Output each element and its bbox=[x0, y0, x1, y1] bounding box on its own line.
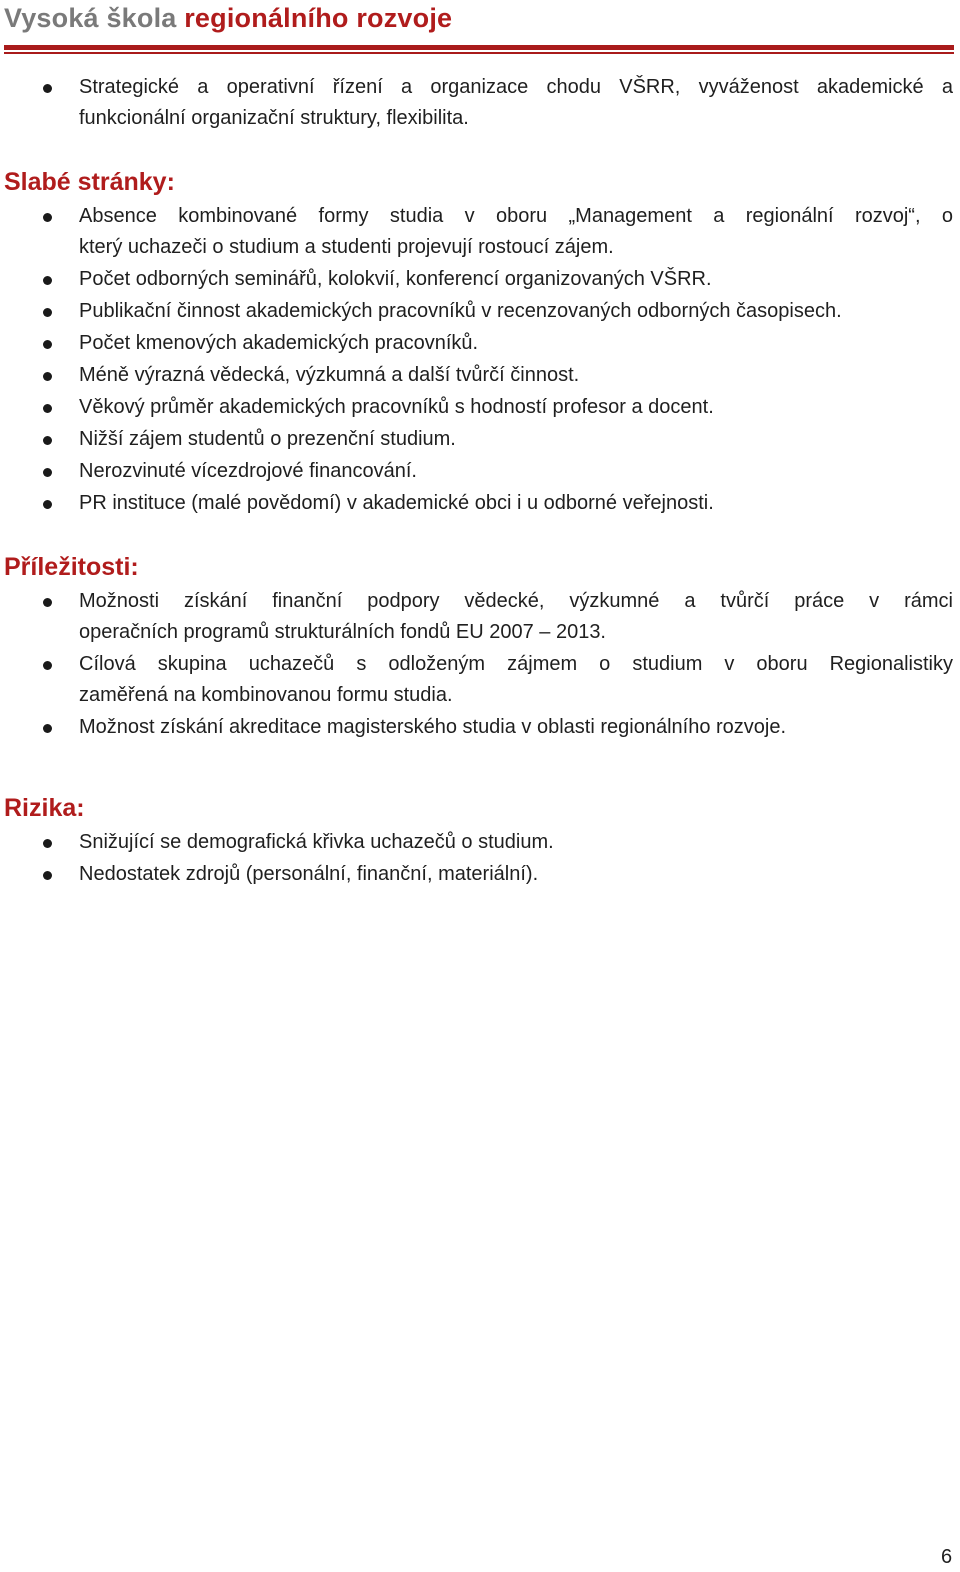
list-item-line: operačních programů strukturálních fondů EU 2007 – 2013. bbox=[79, 621, 606, 643]
page-header bbox=[4, 0, 954, 36]
list-item-text: Počet odborných seminářů, kolokvií, konferencí organizovaných VŠRR. bbox=[79, 268, 712, 290]
list-item-text: Nedostatek zdrojů (personální, finanční, materiální). bbox=[79, 863, 539, 885]
bullet-icon bbox=[43, 84, 52, 93]
bullet-icon bbox=[43, 468, 52, 477]
bullet-icon bbox=[43, 598, 52, 607]
section-heading-weaknesses: Slabé stránky: bbox=[4, 168, 175, 196]
section-heading-opportunities: Příležitosti: bbox=[4, 553, 139, 581]
header-rule bbox=[4, 45, 954, 50]
list-item-text: Věkový průměr akademických pracovníků s hodností profesor a docent. bbox=[79, 396, 714, 418]
bullet-icon bbox=[43, 276, 52, 285]
list-item-text bbox=[79, 201, 953, 263]
list-item-line: Cílová skupina uchazečů s odloženým zájmem o studium v oboru Regionalistiky bbox=[79, 653, 953, 675]
list-item-text: Méně výrazná vědecká, výzkumná a další tvůrčí činnost. bbox=[79, 364, 580, 386]
list-item-line: který uchazeči o studium a studenti projevují rostoucí zájem. bbox=[79, 236, 614, 258]
bullet-icon bbox=[43, 839, 52, 848]
header-rule-thin bbox=[4, 52, 954, 54]
list-item-text: Snižující se demografická křivka uchazečů o studium. bbox=[79, 831, 554, 853]
list-item-text: Publikační činnost akademických pracovníků v recenzovaných odborných časopisech. bbox=[79, 300, 842, 322]
bullet-icon bbox=[43, 661, 52, 670]
list-item-text bbox=[79, 72, 953, 134]
list-item-text: Nerozvinuté vícezdrojové financování. bbox=[79, 460, 417, 482]
list-item-text bbox=[79, 586, 953, 648]
page-number: 6 bbox=[941, 1546, 953, 1568]
header-title-part-1: Vysoká škola bbox=[4, 3, 185, 33]
list-item-line: Absence kombinované formy studia v oboru „Management a regionální rozvoj“, o bbox=[79, 205, 953, 227]
header-title-part-2: regionálního rozvoje bbox=[184, 3, 453, 33]
list-item-text bbox=[79, 649, 953, 711]
list-item-line: Strategické a operativní řízení a organizace chodu VŠRR, vyváženost akademické a bbox=[79, 76, 953, 98]
bullet-icon bbox=[43, 500, 52, 509]
list-item-text: Možnost získání akreditace magisterského studia v oblasti regionálního rozvoje. bbox=[79, 716, 787, 738]
bullet-icon bbox=[43, 308, 52, 317]
list-item-line: funkcionální organizační struktury, flexibilita. bbox=[79, 107, 469, 129]
list-item-text: PR instituce (malé povědomí) v akademické obci i u odborné veřejnosti. bbox=[79, 492, 714, 514]
list-item-line: Možnosti získání finanční podpory vědecké, výzkumné a tvůrčí práce v rámci bbox=[79, 590, 953, 612]
bullet-icon bbox=[43, 724, 52, 733]
list-item-text: Počet kmenových akademických pracovníků. bbox=[79, 332, 479, 354]
bullet-icon bbox=[43, 340, 52, 349]
list-item-text: Nižší zájem studentů o prezenční studium. bbox=[79, 428, 456, 450]
bullet-icon bbox=[43, 372, 52, 381]
list-item-line: zaměřená na kombinovanou formu studia. bbox=[79, 684, 453, 706]
section-heading-threats: Rizika: bbox=[4, 794, 85, 822]
bullet-icon bbox=[43, 404, 52, 413]
bullet-icon bbox=[43, 213, 52, 222]
bullet-icon bbox=[43, 871, 52, 880]
header-title bbox=[4, 0, 954, 36]
bullet-icon bbox=[43, 436, 52, 445]
